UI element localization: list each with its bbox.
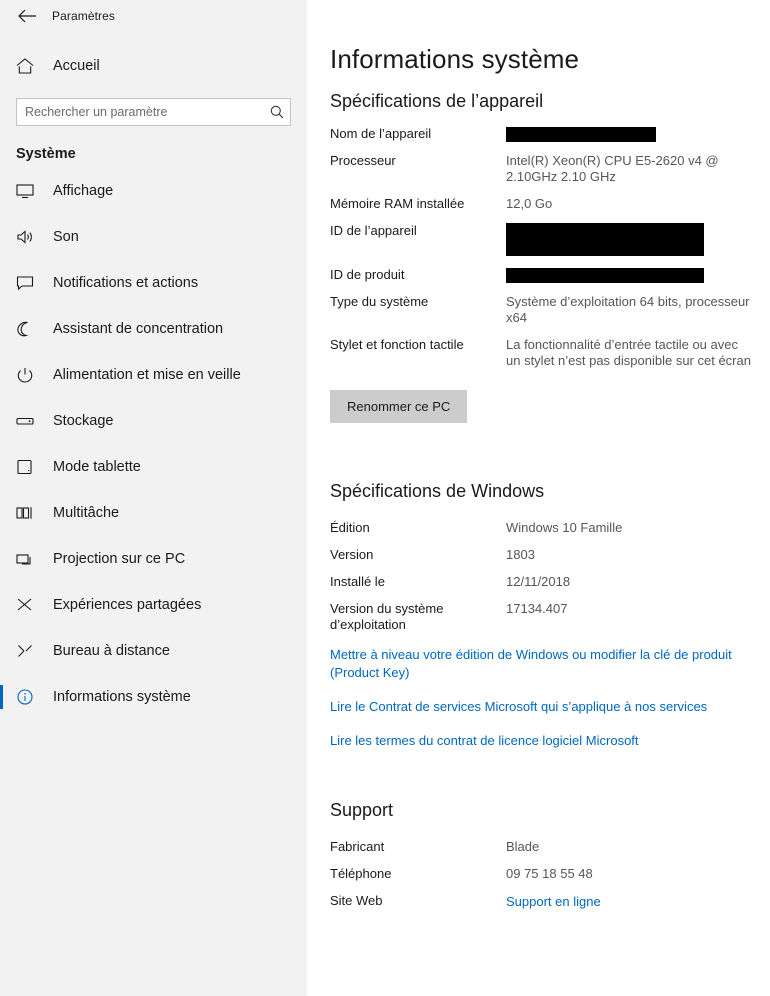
support-key: Fabricant	[330, 839, 385, 855]
spec-value: Windows 10 Famille	[506, 520, 623, 536]
sidebar-item-mode-tablette[interactable]	[0, 444, 307, 490]
spec-value: 12,0 Go	[506, 196, 553, 212]
table-row	[330, 574, 622, 601]
sidebar-item-experiences-partagees-label: Expériences partagées	[53, 597, 202, 613]
page-title: Informations système	[330, 44, 580, 74]
search-input[interactable]	[17, 105, 264, 119]
sidebar-item-projection-label: Projection sur ce PC	[53, 551, 186, 567]
chat-bubble-icon	[16, 275, 38, 291]
sidebar-item-home-label: Accueil	[53, 58, 100, 74]
sidebar-item-son-label: Son	[53, 229, 79, 245]
sidebar-item-affichage-label: Affichage	[53, 183, 114, 199]
sidebar-item-bureau-a-distance[interactable]	[0, 628, 307, 674]
sidebar-item-assistant-concentration-label: Assistant de concentration	[53, 321, 224, 337]
spacer	[330, 423, 770, 481]
tablet-icon	[16, 459, 38, 475]
table-row	[330, 196, 751, 223]
back-arrow-icon[interactable]	[14, 3, 40, 29]
support-heading: Support	[330, 800, 394, 821]
spec-key: ID de l’appareil	[330, 223, 417, 239]
table-row	[330, 126, 751, 153]
table-row	[330, 839, 601, 866]
device-specs-table	[330, 126, 751, 380]
spec-value: Système d’exploitation 64 bits, processeur x64	[506, 294, 750, 326]
redacted-bar	[506, 223, 704, 256]
monitor-icon	[16, 183, 38, 199]
window-title: Paramètres	[52, 9, 116, 23]
moon-icon	[16, 321, 38, 337]
link-row	[330, 732, 770, 750]
spacer	[330, 766, 770, 800]
sidebar-item-home[interactable]	[0, 46, 307, 86]
spec-key: Version	[330, 547, 374, 563]
sidebar-item-son[interactable]	[0, 214, 307, 260]
info-icon	[16, 689, 38, 705]
table-row	[330, 337, 751, 380]
spec-value-redacted	[506, 223, 751, 267]
sidebar-item-experiences-partagees[interactable]	[0, 582, 307, 628]
sidebar-item-notifications[interactable]	[0, 260, 307, 306]
support-key: Site Web	[330, 893, 383, 909]
support-value: 09 75 18 55 48	[506, 866, 593, 882]
spec-key: Édition	[330, 520, 370, 536]
sidebar-item-bureau-a-distance-label: Bureau à distance	[53, 643, 170, 659]
sidebar-item-stockage-label: Stockage	[53, 413, 114, 429]
table-row	[330, 866, 601, 893]
home-icon	[16, 58, 40, 74]
table-row	[330, 153, 751, 196]
rename-pc-button[interactable]: Renommer ce PC	[330, 390, 467, 423]
windows-specs-heading: Spécifications de Windows	[330, 481, 545, 502]
spec-key: Stylet et fonction tactile	[330, 337, 464, 353]
title-bar	[0, 0, 307, 32]
spec-value: La fonctionnalité d’entrée tactile ou avec un stylet n’est pas disponible sur cet écran	[506, 337, 751, 369]
table-row	[330, 893, 601, 922]
upgrade-edition-link[interactable]: Mettre à niveau votre édition de Windows ou modifier la clé de produit (Product Key)	[330, 647, 732, 681]
sidebar-item-notifications-label: Notifications et actions	[53, 275, 199, 291]
services-agreement-link[interactable]: Lire le Contrat de services Microsoft qui s’applique à nos services	[330, 699, 708, 715]
spec-value: 17134.407	[506, 601, 568, 617]
share-icon	[16, 597, 38, 613]
spec-value: 1803	[506, 547, 535, 563]
sidebar-item-affichage[interactable]	[0, 168, 307, 214]
sidebar-item-projection[interactable]	[0, 536, 307, 582]
table-row	[330, 601, 622, 644]
projection-icon	[16, 551, 38, 567]
table-row	[330, 267, 751, 294]
sidebar-item-informations-systeme-label: Informations système	[53, 689, 191, 705]
sidebar-item-stockage[interactable]	[0, 398, 307, 444]
license-terms-link[interactable]: Lire les termes du contrat de licence logiciel Microsoft	[330, 733, 639, 749]
spec-key: Nom de l’appareil	[330, 126, 432, 141]
device-specs-heading: Spécifications de l’appareil	[330, 91, 544, 111]
sidebar-item-informations-systeme[interactable]	[0, 674, 307, 720]
spec-value-redacted	[506, 267, 751, 294]
spec-key: Processeur	[330, 153, 396, 169]
windows-specs-table	[330, 520, 622, 644]
link-row	[330, 646, 770, 682]
table-row	[330, 547, 622, 574]
multitask-icon	[16, 505, 38, 521]
spec-key: Version du système d’exploitation	[330, 601, 444, 633]
support-value-link	[506, 893, 601, 922]
table-row	[330, 294, 751, 337]
spec-key: Mémoire RAM installée	[330, 196, 465, 212]
main-content	[307, 0, 770, 996]
redacted-bar	[506, 268, 704, 283]
sidebar-item-alimentation-label: Alimentation et mise en veille	[53, 367, 241, 383]
spec-value: Intel(R) Xeon(R) CPU E5-2620 v4 @ 2.10GHz 2.10 GHz	[506, 153, 719, 185]
link-row	[330, 698, 770, 716]
sidebar-item-multitache-label: Multitâche	[53, 505, 120, 521]
table-row	[330, 520, 622, 547]
spec-value: 12/11/2018	[506, 574, 571, 590]
search-icon[interactable]	[264, 105, 290, 119]
support-table	[330, 839, 601, 922]
online-support-link[interactable]: Support en ligne	[506, 894, 601, 910]
support-value: Blade	[506, 839, 540, 855]
sidebar-item-mode-tablette-label: Mode tablette	[53, 459, 141, 475]
spec-key: ID de produit	[330, 267, 405, 283]
sidebar-item-assistant-concentration[interactable]	[0, 306, 307, 352]
search-box[interactable]	[16, 98, 291, 126]
spec-key: Type du système	[330, 294, 429, 310]
support-key: Téléphone	[330, 866, 392, 882]
sidebar-item-multitache[interactable]	[0, 490, 307, 536]
sidebar-item-alimentation[interactable]	[0, 352, 307, 398]
redacted-bar	[506, 127, 656, 142]
sidebar	[0, 0, 307, 996]
power-icon	[16, 367, 38, 383]
speaker-icon	[16, 229, 38, 245]
remote-desktop-icon	[16, 643, 38, 659]
spec-value-redacted	[506, 126, 751, 153]
spec-key: Installé le	[330, 574, 385, 590]
sidebar-nav	[0, 168, 307, 720]
sidebar-section-title: Système	[16, 146, 76, 162]
drive-icon	[16, 413, 38, 429]
table-row	[330, 223, 751, 267]
